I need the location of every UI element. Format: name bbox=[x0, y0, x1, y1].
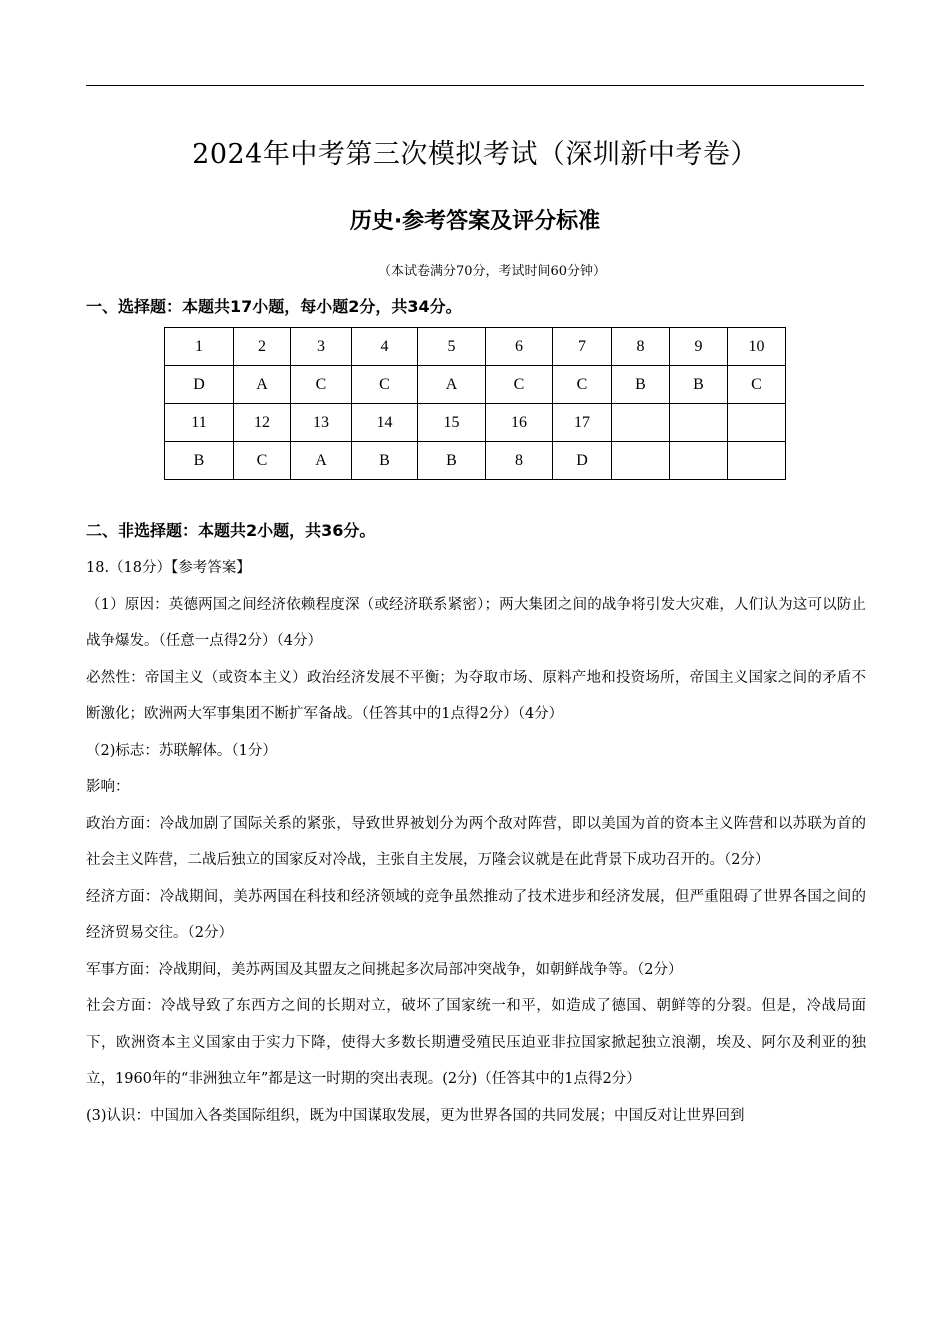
answer-paragraph: 影响： bbox=[86, 779, 130, 795]
table-cell: 8 bbox=[486, 442, 553, 480]
table-cell: C bbox=[486, 366, 553, 404]
table-cell: B bbox=[352, 442, 418, 480]
answer-paragraph: 政治方面：冷战加剧了国际关系的紧张，导致世界被划分为两个敌对阵营，即以美国为首的资本主义阵营和以苏联为首的社会主义阵营，二战后独立的国家反对冷战，主张自主发展，万隆会议就是在此背景下成功召开的。（2分） bbox=[86, 815, 866, 868]
table-cell: C bbox=[728, 366, 786, 404]
table-cell: A bbox=[234, 366, 291, 404]
page-subtitle: 历史·参考答案及评分标准 bbox=[349, 209, 601, 234]
table-cell: C bbox=[553, 366, 612, 404]
table-cell: 7 bbox=[553, 328, 612, 366]
table-cell: C bbox=[352, 366, 418, 404]
table-cell: B bbox=[670, 366, 728, 404]
table-cell: B bbox=[165, 442, 234, 480]
table-cell: 2 bbox=[234, 328, 291, 366]
answer-table-body bbox=[165, 328, 786, 480]
table-cell: D bbox=[553, 442, 612, 480]
table-cell: 15 bbox=[418, 404, 486, 442]
table-cell: 5 bbox=[418, 328, 486, 366]
table-cell: 11 bbox=[165, 404, 234, 442]
table-cell: 8 bbox=[612, 328, 670, 366]
answer-paragraph: 必然性：帝国主义（或资本主义）政治经济发展不平衡；为夺取市场、原料产地和投资场所，帝国主义国家之间的矛盾不断激化；欧洲两大军事集团不断扩军备战。（任答其中的1点得2分）（4分） bbox=[86, 669, 866, 722]
table-cell: 17 bbox=[553, 404, 612, 442]
answer-table bbox=[164, 327, 786, 480]
table-cell bbox=[670, 404, 728, 442]
answer-paragraph: （1）原因：英德两国之间经济依赖程度深（或经济联系紧密）；两大集团之间的战争将引发大灾难，人们认为这可以防止战争爆发。（任意一点得2分）（4分） bbox=[86, 596, 866, 649]
table-cell: A bbox=[418, 366, 486, 404]
table-cell: D bbox=[165, 366, 234, 404]
table-cell: 9 bbox=[670, 328, 728, 366]
table-cell bbox=[728, 404, 786, 442]
answer-body bbox=[86, 550, 866, 1134]
answer-paragraph: (3)认识：中国加入各类国际组织，既为中国谋取发展，更为世界各国的共同发展；中国反对让世界回到 bbox=[86, 1107, 745, 1124]
answer-paragraph: 社会方面：冷战导致了东西方之间的长期对立，破坏了国家统一和平，如造成了德国、朝鲜等的分裂。但是，冷战局面下，欧洲资本主义国家由于实力下降，使得大多数长期遭受殖民压迫亚非拉国家掀起独立浪潮，埃及、阿尔及利亚的独立，1960年的“非洲独立年”都是这一时期的突出表现。(2分)（任答其中的1点得2分） bbox=[86, 998, 866, 1087]
section-2-heading: 二、非选择题：本题共2小题，共36分。 bbox=[86, 521, 376, 540]
table-cell: C bbox=[291, 366, 352, 404]
answer-paragraph: （2)标志：苏联解体。（1分） bbox=[86, 742, 277, 759]
table-cell bbox=[612, 404, 670, 442]
table-cell bbox=[670, 442, 728, 480]
table-cell bbox=[728, 442, 786, 480]
page-title: 2024年中考第三次模拟考试（深圳新中考卷） bbox=[192, 139, 758, 170]
table-cell: 10 bbox=[728, 328, 786, 366]
table-cell: 16 bbox=[486, 404, 553, 442]
table-cell: 12 bbox=[234, 404, 291, 442]
answer-row bbox=[165, 366, 786, 404]
exam-note: （本试卷满分70分，考试时间60分钟） bbox=[377, 264, 607, 279]
table-cell: B bbox=[418, 442, 486, 480]
section-1-heading: 一、选择题：本题共17小题，每小题2分，共34分。 bbox=[86, 297, 462, 316]
table-cell: C bbox=[234, 442, 291, 480]
table-cell: A bbox=[291, 442, 352, 480]
header-rule bbox=[86, 85, 864, 86]
answer-paragraph: 18.（18分）【参考答案】 bbox=[86, 560, 251, 576]
question-number-row bbox=[165, 404, 786, 442]
table-cell: 14 bbox=[352, 404, 418, 442]
table-cell: 3 bbox=[291, 328, 352, 366]
answer-paragraph: 军事方面：冷战期间，美苏两国及其盟友之间挑起多次局部冲突战争，如朝鲜战争等。（2分） bbox=[86, 961, 683, 978]
answer-paragraph: 经济方面：冷战期间，美苏两国在科技和经济领域的竞争虽然推动了技术进步和经济发展，但严重阻碍了世界各国之间的经济贸易交往。（2分） bbox=[86, 888, 866, 941]
table-cell: 6 bbox=[486, 328, 553, 366]
answer-row bbox=[165, 442, 786, 480]
table-cell: 4 bbox=[352, 328, 418, 366]
question-number-row bbox=[165, 328, 786, 366]
table-cell: 1 bbox=[165, 328, 234, 366]
table-cell bbox=[612, 442, 670, 480]
table-cell: B bbox=[612, 366, 670, 404]
table-cell: 13 bbox=[291, 404, 352, 442]
